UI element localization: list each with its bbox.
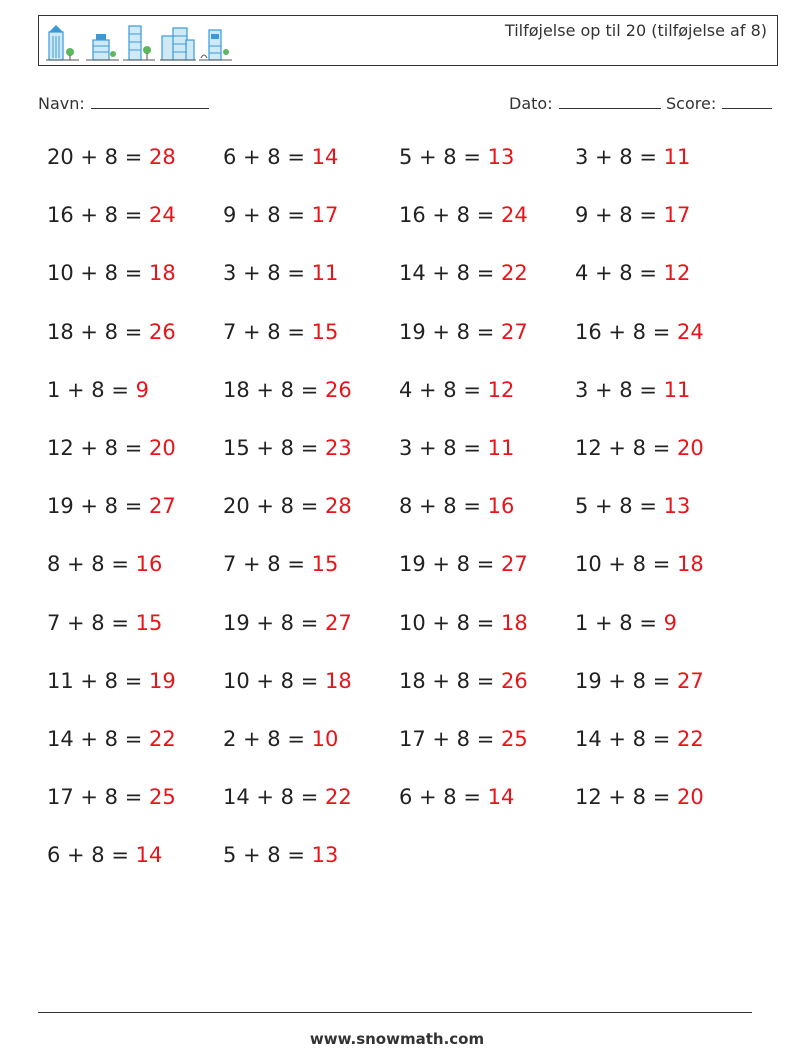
problem-answer: 27 xyxy=(501,319,528,344)
problem-question: 9 + 8 = xyxy=(223,203,305,228)
problem-item xyxy=(399,203,575,261)
problem-answer: 13 xyxy=(487,145,515,169)
problem-answer: 27 xyxy=(149,494,176,519)
problem-answer: 28 xyxy=(325,494,352,519)
problem-question: 5 + 8 = xyxy=(399,145,481,169)
problem-question: 9 + 8 = xyxy=(575,203,657,228)
problem-item xyxy=(575,203,751,261)
problem-answer: 12 xyxy=(487,377,515,402)
problem-item xyxy=(399,378,575,436)
problem-answer: 14 xyxy=(487,785,515,810)
problem-item xyxy=(223,552,399,610)
problem-answer: 16 xyxy=(135,552,163,577)
problem-question: 5 + 8 = xyxy=(223,843,305,868)
problem-question: 12 + 8 = xyxy=(575,435,671,460)
problem-item xyxy=(47,203,223,261)
problem-item xyxy=(223,785,399,843)
problem-answer: 11 xyxy=(487,435,515,460)
problem-question: 10 + 8 = xyxy=(47,261,143,286)
date-label: Dato: xyxy=(509,94,553,113)
problem-question: 3 + 8 = xyxy=(399,435,481,460)
problem-question: 1 + 8 = xyxy=(47,377,129,402)
problem-question: 1 + 8 = xyxy=(575,610,657,635)
problem-answer: 13 xyxy=(311,843,339,868)
building-icon-5 xyxy=(197,22,235,62)
problem-answer: 24 xyxy=(677,319,704,344)
problem-question: 4 + 8 = xyxy=(575,261,657,286)
problem-question: 19 + 8 = xyxy=(575,668,671,693)
problem-item xyxy=(399,261,575,319)
problem-item xyxy=(47,552,223,610)
problem-item xyxy=(399,727,575,785)
problem-answer: 17 xyxy=(663,203,691,228)
problem-answer: 25 xyxy=(501,726,528,751)
problem-question: 10 + 8 = xyxy=(575,552,671,577)
problem-answer: 25 xyxy=(149,785,176,810)
problem-answer: 20 xyxy=(677,435,704,460)
problem-answer: 17 xyxy=(311,203,339,228)
header-icons xyxy=(45,22,235,62)
problem-question: 8 + 8 = xyxy=(399,494,481,519)
problem-question: 6 + 8 = xyxy=(223,145,305,169)
problem-question: 8 + 8 = xyxy=(47,552,129,577)
score-label: Score: xyxy=(666,94,717,113)
problem-item xyxy=(223,727,399,785)
problem-answer: 18 xyxy=(149,261,176,286)
problem-answer: 20 xyxy=(677,785,704,810)
problem-question: 19 + 8 = xyxy=(223,610,319,635)
problem-question: 5 + 8 = xyxy=(575,494,657,519)
problem-item xyxy=(47,320,223,378)
problem-answer: 9 xyxy=(663,610,678,635)
problem-item xyxy=(47,378,223,436)
worksheet-header xyxy=(38,15,778,66)
problem-answer: 18 xyxy=(325,668,352,693)
problem-answer: 22 xyxy=(501,261,528,286)
problem-item xyxy=(399,669,575,727)
problem-answer: 26 xyxy=(149,319,176,344)
problem-item xyxy=(575,436,751,494)
problem-answer: 15 xyxy=(311,552,339,577)
problem-item xyxy=(575,145,751,203)
problem-item xyxy=(223,145,399,203)
problem-answer: 11 xyxy=(663,145,691,169)
problem-answer: 28 xyxy=(149,145,176,169)
building-icon-1 xyxy=(45,22,83,62)
problem-item xyxy=(575,669,751,727)
problem-question: 2 + 8 = xyxy=(223,726,305,751)
problem-answer: 14 xyxy=(311,145,339,169)
problem-answer: 24 xyxy=(501,203,528,228)
name-label: Navn: xyxy=(38,94,85,113)
score-field[interactable] xyxy=(666,94,772,113)
problem-answer: 15 xyxy=(311,319,339,344)
problem-item xyxy=(47,669,223,727)
problem-item xyxy=(223,203,399,261)
problem-item xyxy=(223,669,399,727)
problem-item xyxy=(47,494,223,552)
problem-question: 12 + 8 = xyxy=(575,785,671,810)
problem-question: 18 + 8 = xyxy=(399,668,495,693)
problem-answer: 27 xyxy=(325,610,352,635)
problem-question: 10 + 8 = xyxy=(223,668,319,693)
problem-question: 14 + 8 = xyxy=(575,726,671,751)
problem-answer: 18 xyxy=(501,610,528,635)
problem-answer: 22 xyxy=(325,785,352,810)
problem-item xyxy=(399,320,575,378)
problem-question: 11 + 8 = xyxy=(47,668,143,693)
problem-item xyxy=(47,261,223,319)
problem-item xyxy=(575,727,751,785)
problem-answer: 26 xyxy=(325,377,352,402)
problem-question: 4 + 8 = xyxy=(399,377,481,402)
problem-answer: 27 xyxy=(677,668,704,693)
problem-answer: 10 xyxy=(311,726,339,751)
date-blank[interactable] xyxy=(559,94,661,109)
name-field[interactable] xyxy=(38,94,209,113)
problem-item xyxy=(223,320,399,378)
problem-item xyxy=(47,785,223,843)
building-icon-2 xyxy=(83,22,121,62)
problem-item xyxy=(575,320,751,378)
problem-question: 16 + 8 = xyxy=(47,203,143,228)
date-field[interactable] xyxy=(509,94,661,113)
footer-divider xyxy=(38,1012,752,1013)
problem-answer: 12 xyxy=(663,261,691,286)
problem-answer: 27 xyxy=(501,552,528,577)
problem-question: 10 + 8 = xyxy=(399,610,495,635)
problem-question: 7 + 8 = xyxy=(223,319,305,344)
problem-question: 18 + 8 = xyxy=(223,377,319,402)
problem-answer: 24 xyxy=(149,203,176,228)
problem-question: 19 + 8 = xyxy=(399,319,495,344)
problem-item xyxy=(399,785,575,843)
problem-question: 3 + 8 = xyxy=(223,261,305,286)
problem-item xyxy=(223,378,399,436)
problem-item xyxy=(223,843,399,901)
problem-question: 6 + 8 = xyxy=(399,785,481,810)
score-blank[interactable] xyxy=(722,94,772,109)
problem-item xyxy=(47,436,223,494)
problem-item xyxy=(399,145,575,203)
problem-item xyxy=(575,552,751,610)
problem-answer: 19 xyxy=(149,668,176,693)
problem-item xyxy=(47,727,223,785)
problem-question: 7 + 8 = xyxy=(47,610,129,635)
problem-question: 19 + 8 = xyxy=(399,552,495,577)
problem-answer: 23 xyxy=(325,435,352,460)
problem-question: 3 + 8 = xyxy=(575,377,657,402)
worksheet-title: Tilføjelse op til 20 (tilføjelse af 8) xyxy=(504,21,767,40)
problem-question: 20 + 8 = xyxy=(223,494,319,519)
problem-answer: 16 xyxy=(487,494,515,519)
problem-item xyxy=(575,494,751,552)
problem-question: 14 + 8 = xyxy=(399,261,495,286)
problem-answer: 20 xyxy=(149,435,176,460)
problem-answer: 22 xyxy=(677,726,704,751)
problem-item xyxy=(223,261,399,319)
problem-question: 20 + 8 = xyxy=(47,145,143,169)
problem-item xyxy=(47,145,223,203)
problem-question: 17 + 8 = xyxy=(47,785,143,810)
problem-answer: 18 xyxy=(677,552,704,577)
problem-question: 17 + 8 = xyxy=(399,726,495,751)
problem-item xyxy=(47,843,223,901)
problem-question: 16 + 8 = xyxy=(575,319,671,344)
problem-question: 15 + 8 = xyxy=(223,435,319,460)
problem-item xyxy=(575,785,751,843)
problem-question: 16 + 8 = xyxy=(399,203,495,228)
problem-question: 18 + 8 = xyxy=(47,319,143,344)
footer-url: www.snowmath.com xyxy=(309,1030,485,1048)
problem-item xyxy=(223,494,399,552)
problem-question: 6 + 8 = xyxy=(47,843,129,868)
problem-answer: 26 xyxy=(501,668,528,693)
problem-question: 14 + 8 = xyxy=(47,726,143,751)
problem-answer: 9 xyxy=(135,377,150,402)
problem-item xyxy=(575,611,751,669)
problem-question: 19 + 8 = xyxy=(47,494,143,519)
problem-item xyxy=(223,611,399,669)
problem-grid xyxy=(47,145,767,901)
problem-item xyxy=(399,494,575,552)
problem-item xyxy=(575,378,751,436)
problem-answer: 14 xyxy=(135,843,163,868)
problem-item xyxy=(399,611,575,669)
name-blank[interactable] xyxy=(91,94,209,109)
problem-item xyxy=(223,436,399,494)
problem-question: 7 + 8 = xyxy=(223,552,305,577)
problem-question: 14 + 8 = xyxy=(223,785,319,810)
problem-answer: 15 xyxy=(135,610,163,635)
problem-question: 12 + 8 = xyxy=(47,435,143,460)
problem-answer: 22 xyxy=(149,726,176,751)
problem-answer: 13 xyxy=(663,494,691,519)
problem-item xyxy=(399,436,575,494)
problem-item xyxy=(47,611,223,669)
problem-item xyxy=(575,261,751,319)
problem-item xyxy=(399,552,575,610)
building-icon-4 xyxy=(159,22,197,62)
building-icon-3 xyxy=(121,22,159,62)
problem-answer: 11 xyxy=(663,377,691,402)
problem-answer: 11 xyxy=(311,261,339,286)
problem-question: 3 + 8 = xyxy=(575,145,657,169)
